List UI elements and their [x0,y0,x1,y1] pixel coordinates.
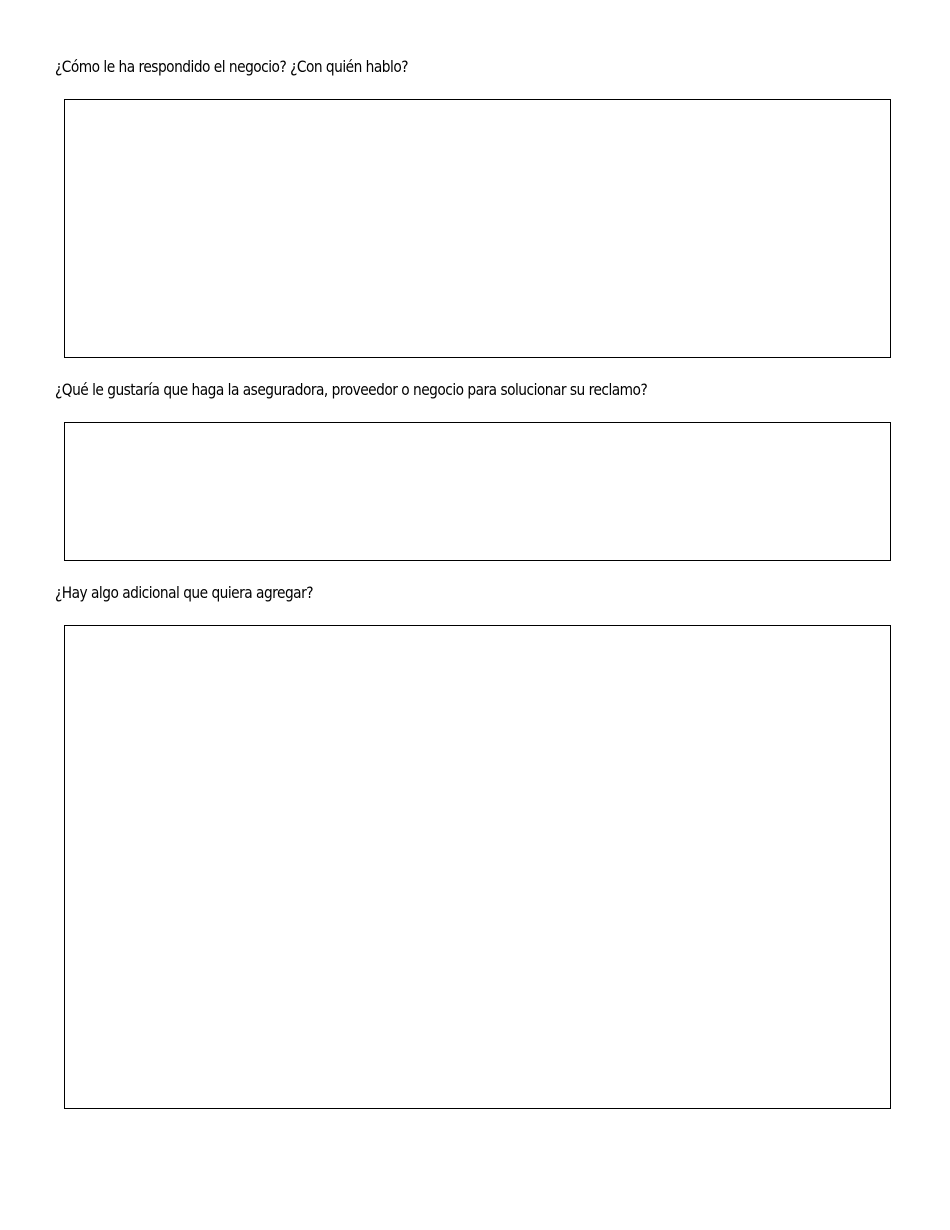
question-business-response-label: ¿Cómo le ha respondido el negocio? ¿Con quién hablo? [55,57,409,76]
business-response-input[interactable] [65,100,890,357]
business-response-field[interactable] [64,99,891,358]
additional-info-field[interactable] [64,625,891,1109]
desired-resolution-input[interactable] [65,423,890,560]
question-additional-info-label: ¿Hay algo adicional que quiera agregar? [55,583,314,602]
question-desired-resolution-label: ¿Qué le gustaría que haga la aseguradora, proveedor o negocio para solucionar su reclamo? [55,380,648,399]
additional-info-input[interactable] [65,626,890,1108]
desired-resolution-field[interactable] [64,422,891,561]
